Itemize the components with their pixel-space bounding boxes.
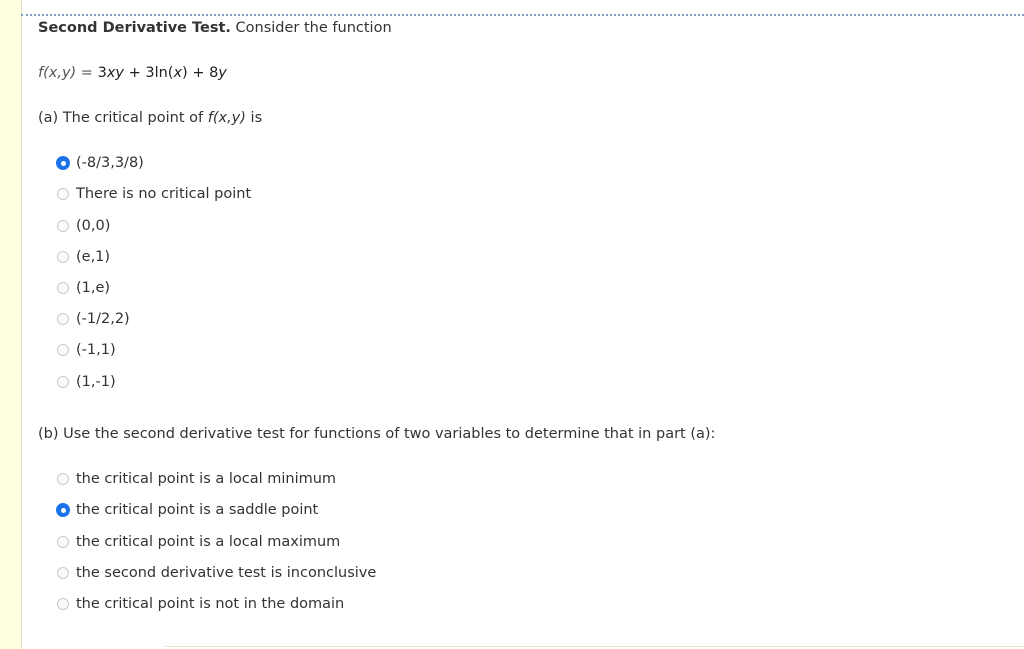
part-a-prompt-prefix: (a) The critical point of	[38, 110, 208, 126]
option-label: There is no critical point	[76, 186, 252, 202]
radio-button[interactable]	[57, 567, 69, 579]
function-formula	[38, 65, 227, 81]
formula-x: x	[173, 65, 183, 81]
part-a-option[interactable]	[57, 340, 116, 360]
radio-button[interactable]	[57, 188, 69, 200]
part-a-option[interactable]	[57, 278, 110, 298]
part-b-option[interactable]	[57, 532, 340, 552]
part-a-prompt-suffix: is	[245, 110, 263, 126]
radio-button[interactable]	[57, 536, 69, 548]
part-b-option[interactable]	[57, 469, 336, 489]
radio-button[interactable]	[57, 313, 69, 325]
radio-button[interactable]	[57, 282, 69, 294]
option-label: the critical point is a local minimum	[76, 471, 337, 487]
left-margin-stripe	[0, 0, 22, 649]
part-a-prompt	[38, 110, 262, 126]
radio-button[interactable]	[57, 376, 69, 388]
part-a-option[interactable]	[57, 309, 130, 329]
part-b-prompt: (b) Use the second derivative test for functions of two variables to determine that in part (a):	[38, 426, 716, 442]
question-content	[38, 0, 1024, 649]
formula-ln-open: + 3ln(	[123, 65, 174, 81]
part-b-option[interactable]	[57, 500, 318, 520]
radio-button[interactable]	[57, 251, 69, 263]
part-a-option[interactable]	[57, 153, 144, 173]
formula-y: y	[218, 65, 227, 81]
option-label: the second derivative test is inconclusive	[76, 565, 377, 581]
option-label: (1,e)	[76, 280, 111, 296]
problem-title-rest: Consider the function	[230, 20, 392, 36]
radio-button[interactable]	[57, 344, 69, 356]
radio-button-selected[interactable]	[56, 503, 70, 517]
option-label: the critical point is a local maximum	[76, 534, 341, 550]
part-a-prompt-func: f(x,y)	[207, 110, 246, 126]
part-a-option[interactable]	[57, 247, 110, 267]
formula-coef: 3	[97, 65, 107, 81]
part-b-option[interactable]	[57, 563, 376, 583]
problem-title-bold: Second Derivative Test.	[38, 20, 231, 36]
option-label: (-8/3,3/8)	[76, 155, 144, 171]
option-label: (-1/2,2)	[76, 311, 130, 327]
formula-lhs: f(x,y)	[38, 65, 77, 81]
radio-button[interactable]	[57, 220, 69, 232]
part-a-option[interactable]	[57, 184, 251, 204]
option-label: (-1,1)	[76, 342, 116, 358]
option-label: (e,1)	[76, 249, 111, 265]
problem-title	[38, 20, 392, 36]
option-label: (0,0)	[76, 218, 111, 234]
part-a-option[interactable]	[57, 372, 116, 392]
part-b-option[interactable]	[57, 594, 344, 614]
option-label: (1,-1)	[76, 374, 116, 390]
option-label: the critical point is not in the domain	[76, 596, 345, 612]
part-a-option[interactable]	[57, 216, 110, 236]
formula-equals: =	[76, 65, 98, 81]
formula-xy: xy	[106, 65, 124, 81]
option-label: the critical point is a saddle point	[76, 502, 319, 518]
radio-button[interactable]	[57, 598, 69, 610]
radio-button[interactable]	[57, 473, 69, 485]
formula-close: ) + 8	[182, 65, 219, 81]
radio-button-selected[interactable]	[56, 156, 70, 170]
